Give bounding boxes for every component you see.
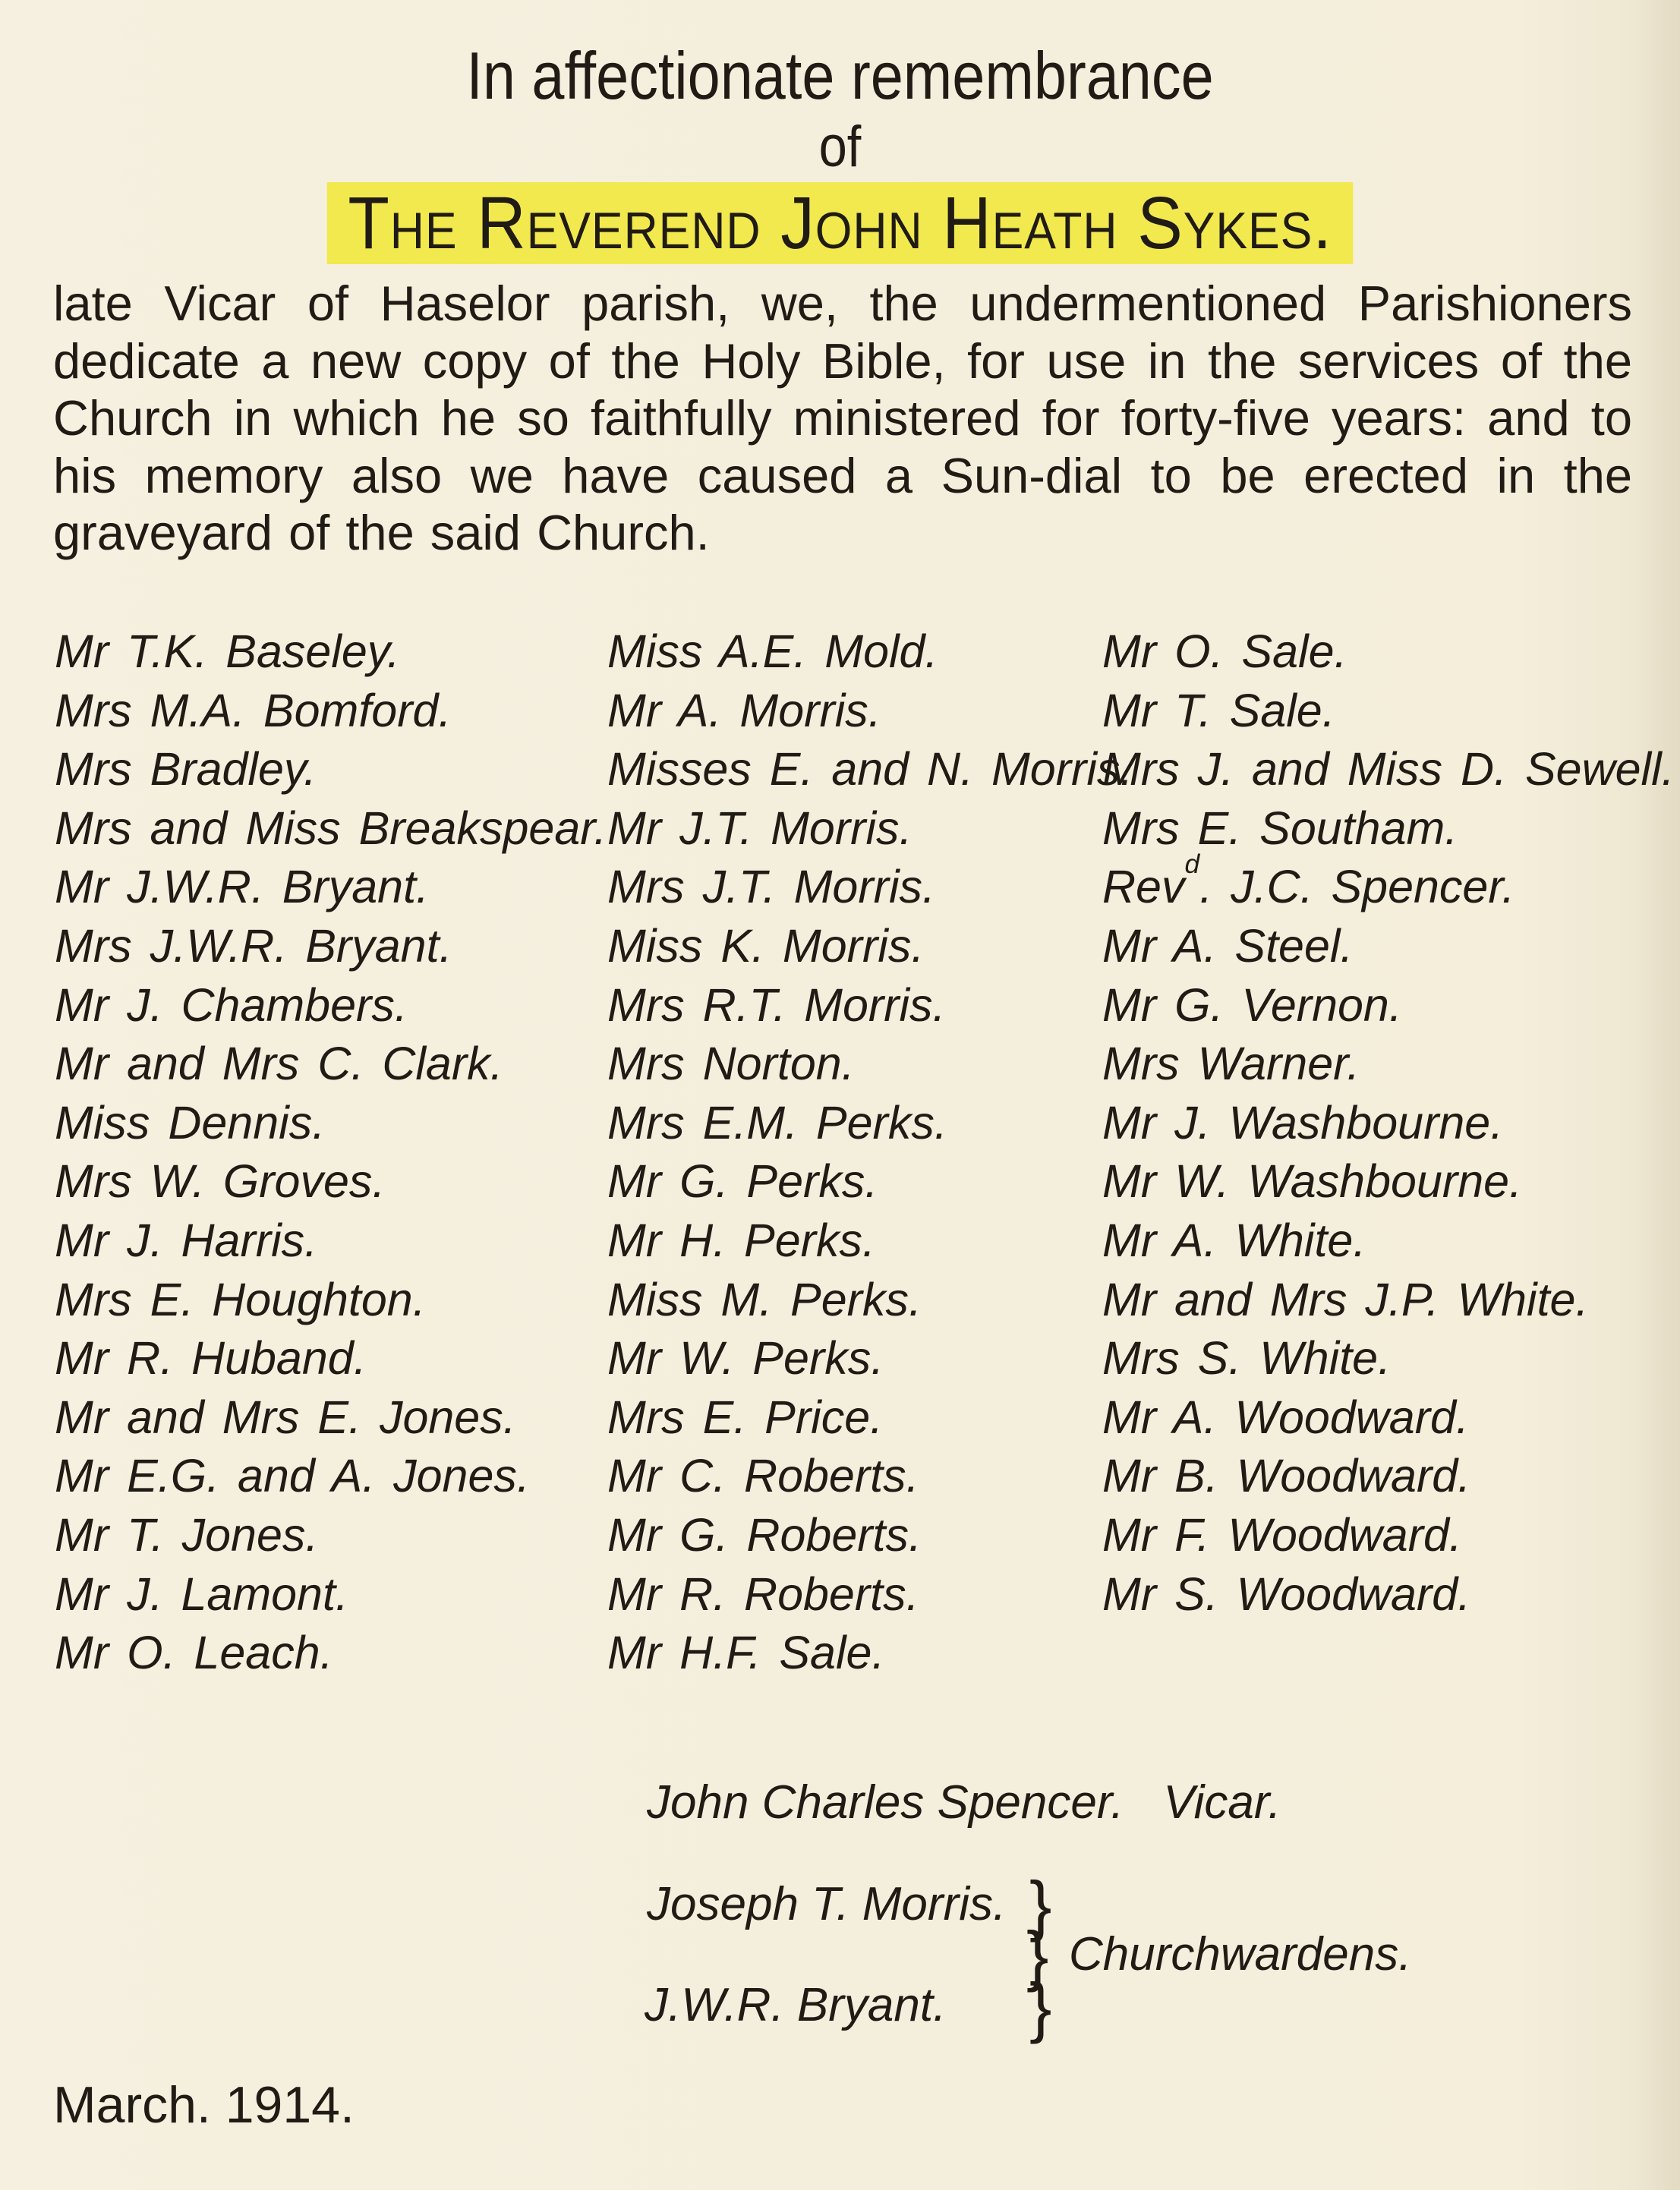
parishioner-name: Mrs E. Houghton. [55, 1273, 426, 1325]
churchwardens-label: Churchwardens. [1069, 1928, 1412, 1980]
dedicatee-highlighted-name: The Reverend John Heath Sykes. [327, 182, 1354, 264]
parishioner-name: Mr A. Steel. [1102, 919, 1354, 972]
parishioner-name: Mrs M.A. Bomford. [55, 684, 452, 736]
parishioner-name: Mr E.G. and A. Jones. [55, 1450, 530, 1502]
page-title: In affectionate remembrance [466, 38, 1214, 113]
document-date: March. 1914. [53, 2076, 355, 2134]
parishioner-name: Mr B. Woodward. [1102, 1450, 1471, 1502]
parishioner-name: Mrs Bradley. [55, 743, 317, 796]
vicar-role-label: Vicar. [1163, 1776, 1281, 1829]
dedication-line: his memory also we have caused a Sun-dial to be erected in the [53, 447, 1632, 503]
parishioner-name: Mr and Mrs C. Clark. [55, 1038, 503, 1090]
parishioner-name: Mr H.F. Sale. [607, 1627, 885, 1679]
brace-glyph: } [1029, 1867, 1052, 1943]
parishioner-name: Mrs E.M. Perks. [607, 1096, 947, 1149]
parishioner-name: Mr R. Huband. [55, 1332, 367, 1385]
parishioner-name: Miss Dennis. [55, 1096, 326, 1149]
parishioner-name: Mr O. Leach. [55, 1627, 333, 1679]
dedicatee-title-row [0, 182, 1680, 264]
parishioner-name [1102, 1624, 1675, 1683]
parishioner-name: Mr H. Perks. [607, 1214, 875, 1266]
parishioner-name: Mrs and Miss Breakspear. [55, 802, 607, 854]
parishioner-name: Mr J. Chambers. [55, 978, 408, 1031]
parishioner-name: Mr G. Vernon. [1102, 978, 1402, 1031]
dedication-paragraph [53, 275, 1632, 562]
brace-glyph: } [1029, 1969, 1052, 2044]
parishioner-name: Mrs W. Groves. [55, 1155, 386, 1208]
title-connector-of: of [818, 115, 862, 179]
parishioner-name: Mr G. Perks. [607, 1155, 878, 1208]
parishioner-name: Mrs E. Southam. [1102, 802, 1458, 854]
parishioner-name: Mr J. Washbourne. [1102, 1096, 1504, 1149]
dedication-line: late Vicar of Haselor parish, we, the undermentioned Parishioners [53, 276, 1632, 331]
parishioner-name: Mrs Warner. [1102, 1038, 1360, 1090]
parishioner-name: Mr S. Woodward. [1102, 1568, 1471, 1620]
parishioner-name: Mr W. Washbourne. [1102, 1155, 1522, 1208]
churchwarden2-signature: J.W.R. Bryant. [645, 1979, 947, 2031]
parishioner-name: Miss K. Morris. [607, 919, 925, 972]
parishioner-name: Mrs R.T. Morris. [607, 978, 946, 1031]
brace-glyph: } [1026, 1917, 1049, 1993]
parishioner-name: Mrs S. White. [1102, 1332, 1392, 1385]
parishioner-name: Mr J.W.R. Bryant. [55, 861, 429, 913]
vicar-signature-line [647, 1775, 1281, 1831]
dedication-line: graveyard of the said Church. [53, 505, 710, 560]
parishioner-name: Mr and Mrs J.P. White. [1102, 1273, 1589, 1325]
dedication-line: dedicate a new copy of the Holy Bible, for use in the services of the [53, 332, 1632, 389]
parishioner-name: Mr and Mrs E. Jones. [55, 1391, 516, 1443]
parishioners-name-list [55, 622, 1675, 1683]
parishioner-name: Mr A. Morris. [607, 684, 881, 736]
parishioner-name: Mrs J. and Miss D. Sewell. [1102, 743, 1675, 796]
parishioner-name: Mr T. Sale. [1102, 684, 1335, 736]
dedication-line: Church in which he so faithfully ministered for forty-five years: and to [53, 390, 1632, 446]
parishioner-name: Mr F. Woodward. [1102, 1508, 1462, 1561]
parishioner-name: Mrs J.W.R. Bryant. [55, 919, 452, 972]
parishioner-name: Mr A. Woodward. [1102, 1391, 1469, 1443]
parishioner-name: Mrs E. Price. [607, 1391, 884, 1443]
parishioner-name: Mr O. Sale. [1102, 625, 1347, 677]
parishioner-name: Mr W. Perks. [607, 1332, 884, 1385]
parishioner-name: Mr G. Roberts. [607, 1508, 922, 1561]
vicar-signature: John Charles Spencer. [647, 1776, 1124, 1829]
parishioner-name: Mr R. Roberts. [607, 1568, 919, 1620]
parishioner-name: Mr A. White. [1102, 1214, 1366, 1266]
churchwarden1-signature: Joseph T. Morris. [647, 1878, 1007, 1930]
parishioner-name: Mr T.K. Baseley. [55, 625, 400, 677]
parishioner-name: Mr T. Jones. [55, 1508, 319, 1561]
parishioner-name: Mr J. Harris. [55, 1214, 318, 1266]
parishioner-name: Mr C. Roberts. [607, 1450, 919, 1502]
parishioner-name: Rev$^d$. J.C. Spencer. [1102, 849, 1515, 913]
parishioner-name: Mr J. Lamont. [55, 1568, 348, 1620]
parishioner-name: Mrs Norton. [607, 1038, 855, 1090]
parishioner-name: Misses E. and N. Morris. [607, 743, 1133, 796]
parishioner-name: Miss M. Perks. [607, 1273, 922, 1325]
parishioner-name: Miss A.E. Mold. [607, 625, 938, 677]
parishioner-name: Mrs J.T. Morris. [607, 861, 935, 913]
parishioner-name: Mr J.T. Morris. [607, 802, 912, 854]
